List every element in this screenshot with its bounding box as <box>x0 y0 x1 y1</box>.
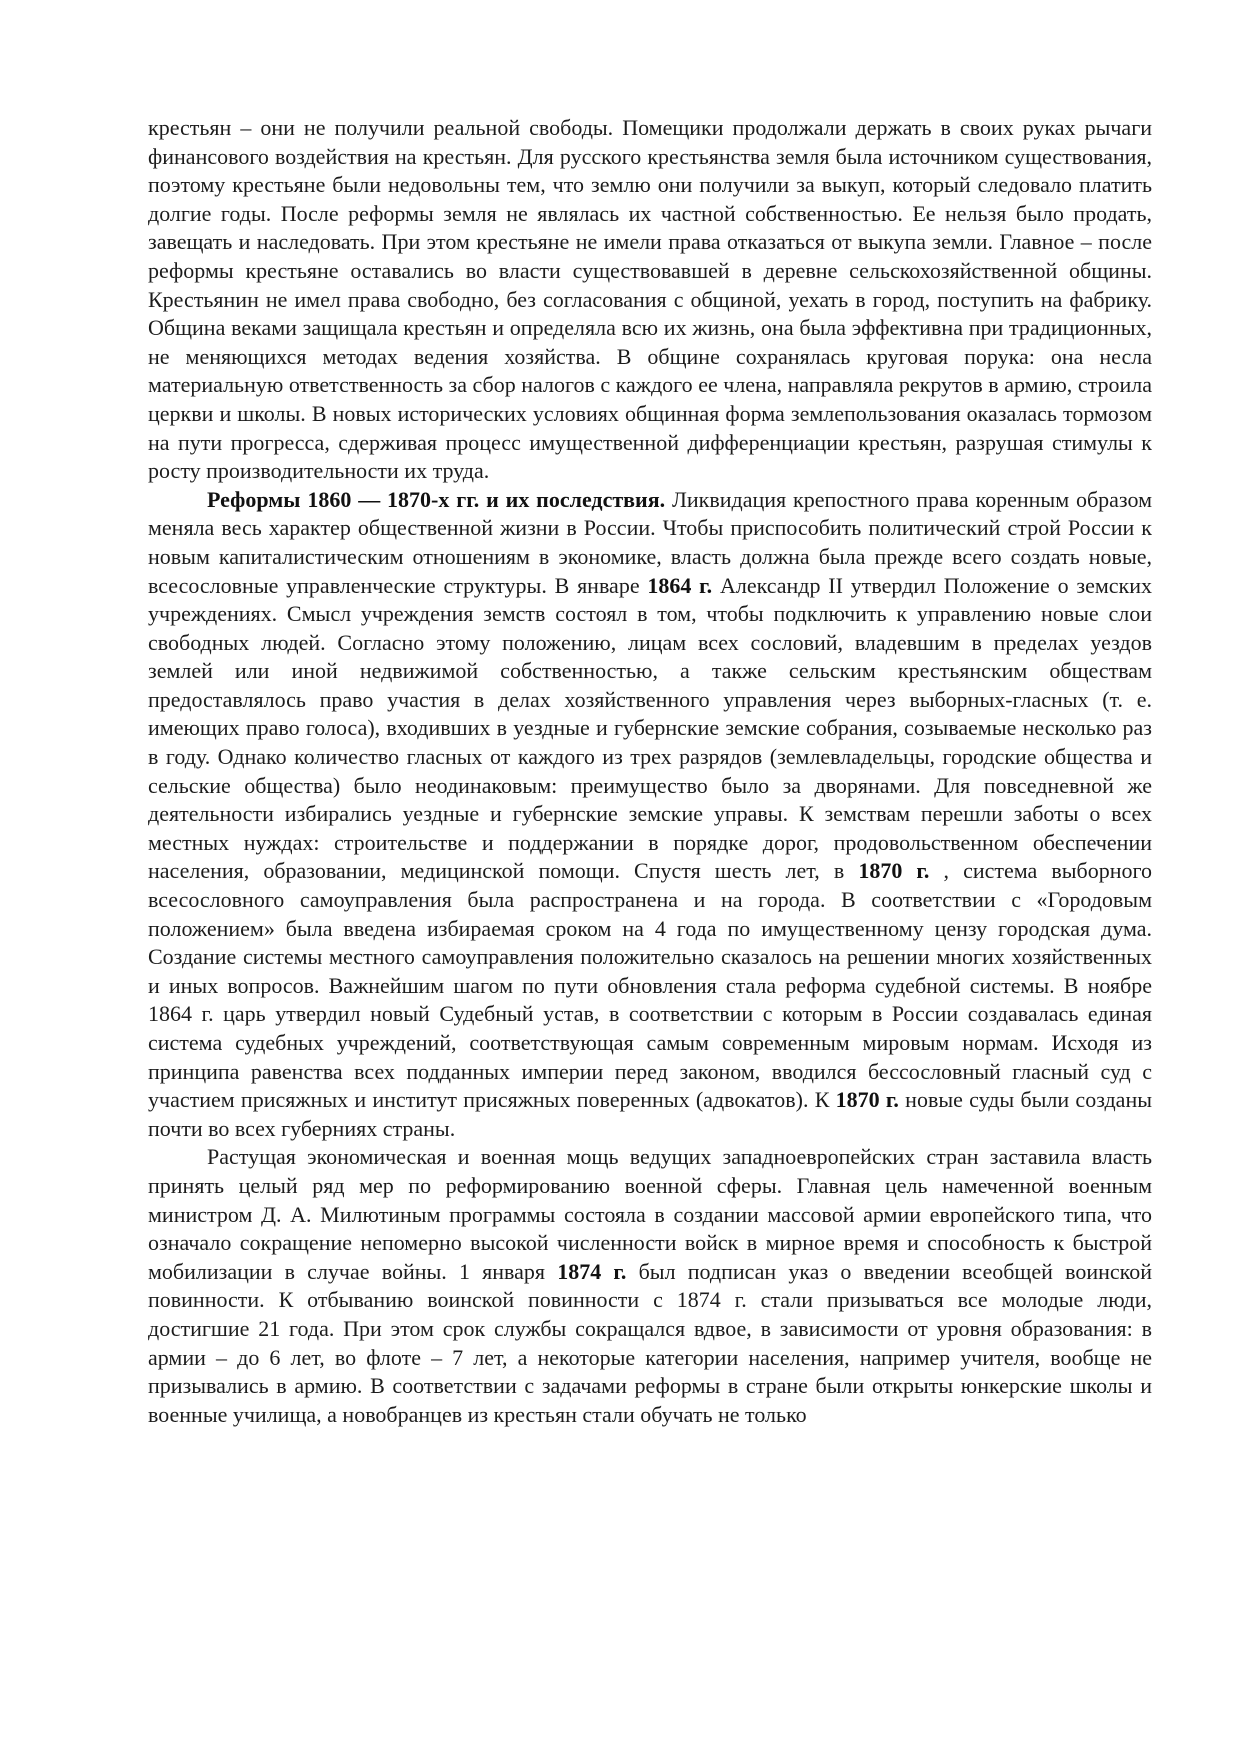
text-run: Ликвидация крепостного права коренным образом меняла весь характер общественной жизни в России. Чтобы приспособить политический строй России к новым капиталистическим отношениям в экономике, власть должна была прежде всего создать новые, всесословные управленческие структуры. В январе <box>148 486 1152 598</box>
text-run: был подписан указ о введении всеобщей воинской повинности. К отбыванию воинской повинности с 1874 г. стали призываться все молодые люди, достигшие 21 года. При этом срок службы сокращался вдвое, в зависимости от уровня образования: в армии – до 6 лет, во флоте – 7 лет, а некоторые категории населения, например учителя, вообще не призывались в армию. В соответствии с задачами реформы в стране были открыты юнкерские школы и военные училища, а новобранцев из крестьян стали обучать не только <box>148 1258 1152 1427</box>
bold-date: 1870 г. <box>858 858 930 884</box>
text-run: Александр II утвердил Положение о земских учреждениях. Смысл учреждения земств состоял в том, чтобы подключить к управлению новые слои свободных людей. Согласно этому положению, лицам всех сословий, владевшим в пределах уездов землей или иной недвижимой собственностью, а также сельским крестьянским обществам предоставлялось право участия в делах хозяйственного управления через выборных-гласных (т. е. имеющих право голоса), входивших в уездные и губернские земские собрания, созываемые несколько раз в году. Однако количество гласных от каждого из трех разрядов (землевладельцы, городские общества и сельские общества) было неодинаковым: преимущество было за дворянами. Для повседневной же деятельности избирались уездные и губернские земские управы. К земствам перешли заботы о всех местных нуждах: строительстве и поддержании в порядке дорог, продовольственном обеспечении населения, образовании, медицинской помощи. Спустя шесть лет, в <box>148 572 1152 884</box>
bold-date: 1874 г. <box>557 1258 627 1284</box>
paragraph-military-reform <box>148 1143 1152 1429</box>
text-run: крестьян – они не получили реальной свободы. Помещики продолжали держать в своих руках рычаги финансового воздействия на крестьян. Для русского крестьянства земля была источником существования, поэтому крестьяне были недовольны тем, что землю они получили за выкуп, который следовало платить долгие годы. После реформы земля не являлась их частной собственностью. Ее нельзя было продать, завещать и наследовать. При этом крестьяне не имели права отказаться от выкупа земли. Главное – после реформы крестьяне оставались во власти существовавшей в деревне сельскохозяйственной общины. Крестьянин не имел права свободно, без согласования с общиной, уехать в город, поступить на фабрику. Община веками защищала крестьян и определяла всю их жизнь, она была эффективна при традиционных, не меняющихся методах ведения хозяйства. В общине сохранялась круговая порука: она несла материальную ответственность за сбор налогов с каждого ее члена, направляла рекрутов в армию, строила церкви и школы. В новых исторических условиях общинная форма землепользования оказалась тормозом на пути прогресса, сдерживая процесс имущественной дифференциации крестьян, разрушая стимулы к росту производительности их труда. <box>148 115 1152 484</box>
paragraph-reforms-1860-1870 <box>148 486 1152 1144</box>
bold-date: 1870 г. <box>835 1087 899 1113</box>
bold-date: 1864 г. <box>647 572 713 598</box>
document-page <box>148 114 1152 1429</box>
text-run: Растущая экономическая и военная мощь ведущих западноевропейских стран заставила власть принять целый ряд мер по реформированию военной сферы. Главная цель намеченной военным министром Д. А. Милютиным программы состояла в создании массовой армии европейского типа, что означало сокращение непомерно высокой численности войск в мирное время и способность к быстрой мобилизации в случае войны. 1 января <box>148 1144 1152 1284</box>
section-heading: Реформы 1860 — 1870-х гг. и их последствия. <box>207 486 666 512</box>
paragraph-peasant-consequences <box>148 114 1152 486</box>
text-run: новые суды были созданы почти во всех губерниях страны. <box>148 1087 1152 1141</box>
text-run: , система выборного всесословного самоуправления была распространена и на города. В соответствии с «Городовым положением» была введена избираемая сроком на 4 года по имущественному цензу городская дума. Создание системы местного самоуправления положительно сказалось на решении многих хозяйственных и иных вопросов. Важнейшим шагом по пути обновления стала реформа судебной системы. В ноябре 1864 г. царь утвердил новый Судебный устав, в соответствии с которым в России создавалась единая система судебных учреждений, соответствующая самым современным мировым нормам. Исходя из принципа равенства всех подданных империи перед законом, вводился бессословный гласный суд с участием присяжных и институт присяжных поверенных (адвокатов). К <box>148 858 1152 1113</box>
